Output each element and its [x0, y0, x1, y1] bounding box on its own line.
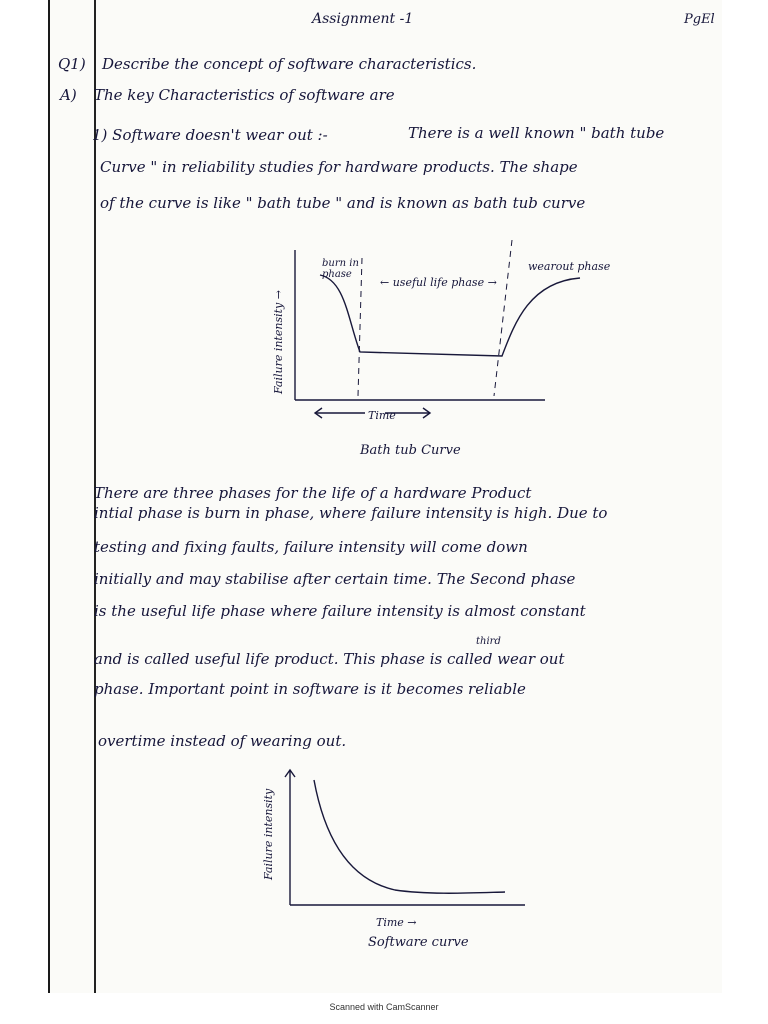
- notebook-page: [48, 0, 722, 993]
- page-title: Assignment -1: [312, 11, 414, 27]
- phase-useful-label: ← useful life phase →: [380, 276, 497, 289]
- point-1-heading: 1) Software doesn't wear out :-: [92, 126, 328, 144]
- paragraph-line-7: phase. Important point in software is it becomes reliable: [94, 680, 526, 698]
- question-number: Q1): [58, 55, 86, 73]
- paragraph-line-1: There are three phases for the life of a hardware Product: [94, 484, 532, 502]
- bathtub-x-label: Time: [368, 409, 396, 422]
- phase-wearout-label: wearout phase: [528, 260, 611, 273]
- software-x-label: Time →: [376, 916, 417, 929]
- paragraph-line-4: initially and may stabilise after certain time. The Second phase: [94, 570, 576, 588]
- point-1-line-3: of the curve is like " bath tube " and is known as bath tub curve: [100, 194, 586, 212]
- paragraph-line-8: overtime instead of wearing out.: [98, 732, 347, 750]
- answer-intro: The key Characteristics of software are: [94, 86, 395, 104]
- paragraph-line-3: testing and fixing faults, failure intensity will come down: [94, 538, 528, 556]
- question-text: Describe the concept of software characteristics.: [102, 55, 477, 73]
- paragraph-line-2: intial phase is burn in phase, where failure intensity is high. Due to: [94, 504, 608, 522]
- software-caption: Software curve: [368, 935, 469, 950]
- page-number-label: PgEl: [684, 12, 715, 27]
- paragraph-line-6: and is called useful life product. This phase is called wear out: [94, 650, 565, 668]
- software-curve-line: [314, 780, 505, 893]
- point-1-line-1: There is a well known " bath tube: [408, 124, 665, 142]
- paragraph-line-5: is the useful life phase where failure intensity is almost constant: [94, 602, 586, 620]
- phase-burnin-label: burn in phase: [322, 258, 359, 280]
- paragraph-insert-word: third: [476, 636, 501, 647]
- software-curve-chart: [50, 0, 722, 993]
- answer-marker: A): [60, 86, 77, 104]
- software-y-label: Failure intensity: [262, 788, 275, 880]
- point-1-line-2: Curve " in reliability studies for hardware products. The shape: [100, 158, 578, 176]
- bathtub-y-label: Failure intensity →: [272, 290, 285, 394]
- bathtub-caption: Bath tub Curve: [360, 443, 461, 458]
- scanner-watermark: Scanned with CamScanner: [329, 1002, 439, 1012]
